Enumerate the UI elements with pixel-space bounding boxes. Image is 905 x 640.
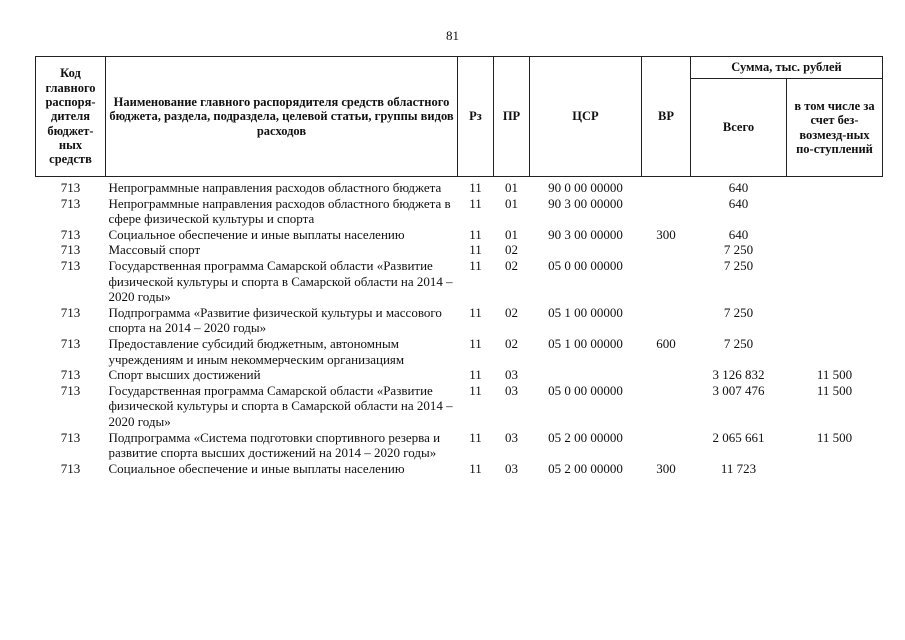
cell-csr bbox=[530, 242, 642, 258]
cell-vr bbox=[642, 383, 691, 430]
cell-free: 11 500 bbox=[816, 429, 853, 445]
cell-rz: 11 bbox=[469, 460, 482, 476]
cell-vr bbox=[642, 177, 691, 196]
cell-free bbox=[787, 461, 883, 477]
table-row bbox=[36, 367, 883, 383]
header-free: в том числе за счет без-возмезд-ных по-ступлений bbox=[787, 79, 883, 177]
cell-vr: 300 bbox=[656, 460, 676, 476]
cell-csr: 90 3 00 00000 bbox=[548, 195, 623, 211]
cell-total: 3 007 476 bbox=[712, 382, 765, 398]
header-name: Наименование главного распорядителя средств областного бюджета, раздела, подраздела, целевой статьи, группы видов расходов bbox=[106, 57, 458, 177]
cell-free bbox=[787, 242, 883, 258]
cell-rz: 11 bbox=[469, 257, 482, 273]
cell-csr: 05 1 00 00000 bbox=[548, 335, 623, 351]
cell-csr: 05 2 00 00000 bbox=[548, 429, 623, 445]
page-number: 81 bbox=[446, 28, 459, 43]
header-total: Всего bbox=[691, 79, 787, 177]
cell-name: Государственная программа Самарской области «Развитие физической культуры и спорта в Самарской области на 2014 – 2020 годы» bbox=[108, 382, 453, 429]
cell-csr: 90 3 00 00000 bbox=[548, 226, 623, 242]
cell-code: 713 bbox=[60, 429, 81, 445]
cell-name: Социальное обеспечение и иные выплаты населению bbox=[108, 226, 405, 242]
cell-name: Предоставление субсидий бюджетным, автономным учреждениям и иным некоммерческим организациям bbox=[108, 335, 405, 367]
budget-table bbox=[35, 56, 883, 476]
header-sum-group: Сумма, тыс. рублей bbox=[691, 57, 883, 79]
cell-name: Подпрограмма «Развитие физической культуры и массового спорта на 2014 – 2020 годы» bbox=[108, 304, 442, 336]
cell-free bbox=[787, 305, 883, 336]
cell-free: 11 500 bbox=[816, 367, 853, 383]
header-code: Код главного распоря-дителя бюджет-ных средств bbox=[36, 57, 106, 177]
table-row bbox=[36, 258, 883, 305]
cell-rz: 11 bbox=[469, 180, 482, 195]
cell-vr: 600 bbox=[656, 335, 676, 351]
cell-free bbox=[787, 258, 883, 305]
cell-rz: 11 bbox=[469, 226, 482, 242]
cell-pr: 01 bbox=[505, 195, 518, 211]
cell-pr: 03 bbox=[505, 460, 518, 476]
cell-vr: 300 bbox=[656, 226, 676, 242]
cell-total: 640 bbox=[728, 195, 749, 211]
table-row bbox=[36, 177, 883, 196]
cell-total: 2 065 661 bbox=[712, 429, 765, 445]
cell-free bbox=[787, 196, 883, 227]
cell-code: 713 bbox=[60, 195, 81, 211]
cell-name: Социальное обеспечение и иные выплаты населению bbox=[108, 460, 405, 476]
cell-code: 713 bbox=[60, 304, 81, 320]
table-row bbox=[36, 430, 883, 461]
cell-rz: 11 bbox=[469, 304, 482, 320]
table-header bbox=[36, 57, 883, 177]
cell-name: Государственная программа Самарской области «Развитие физической культуры и спорта в Самарской области на 2014 – 2020 годы» bbox=[108, 257, 453, 305]
cell-code: 713 bbox=[60, 382, 81, 398]
cell-csr: 05 2 00 00000 bbox=[548, 460, 623, 476]
cell-code: 713 bbox=[60, 226, 81, 242]
cell-rz: 11 bbox=[469, 367, 482, 383]
cell-free: 11 500 bbox=[816, 382, 853, 398]
cell-rz: 11 bbox=[469, 242, 482, 258]
cell-csr: 05 1 00 00000 bbox=[548, 304, 623, 320]
cell-code: 713 bbox=[60, 242, 81, 258]
cell-pr: 02 bbox=[505, 304, 518, 320]
cell-free bbox=[787, 177, 883, 196]
cell-rz: 11 bbox=[469, 195, 482, 211]
cell-rz: 11 bbox=[469, 429, 482, 445]
cell-code: 713 bbox=[60, 335, 81, 351]
cell-name: Подпрограмма «Система подготовки спортивного резерва и развитие спорта высших достижений на 2014 – 2020 годы» bbox=[108, 429, 441, 461]
cell-free bbox=[787, 227, 883, 243]
cell-pr: 03 bbox=[505, 367, 518, 383]
cell-csr: 05 0 00 00000 bbox=[548, 382, 623, 398]
cell-rz: 11 bbox=[469, 382, 482, 398]
cell-pr: 02 bbox=[505, 242, 518, 258]
cell-total: 640 bbox=[728, 226, 749, 242]
header-rz: Рз bbox=[458, 57, 494, 177]
cell-code: 713 bbox=[60, 460, 81, 476]
cell-csr bbox=[530, 367, 642, 383]
cell-vr bbox=[642, 196, 691, 227]
cell-vr bbox=[642, 367, 691, 383]
table-row bbox=[36, 461, 883, 477]
cell-code: 713 bbox=[60, 180, 81, 195]
table-row bbox=[36, 227, 883, 243]
cell-pr: 01 bbox=[505, 226, 518, 242]
header-csr: ЦСР bbox=[530, 57, 642, 177]
cell-total: 7 250 bbox=[723, 257, 754, 273]
table-body bbox=[36, 177, 883, 477]
cell-code: 713 bbox=[60, 257, 81, 273]
cell-vr bbox=[642, 242, 691, 258]
cell-rz: 11 bbox=[469, 335, 482, 351]
cell-total: 7 250 bbox=[723, 304, 754, 320]
cell-name: Массовый спорт bbox=[108, 242, 201, 258]
header-vr: ВР bbox=[642, 57, 691, 177]
table-row bbox=[36, 383, 883, 430]
cell-csr: 05 0 00 00000 bbox=[548, 257, 623, 273]
cell-code: 713 bbox=[60, 367, 81, 383]
cell-total: 7 250 bbox=[723, 335, 754, 351]
table-row bbox=[36, 305, 883, 336]
table-row bbox=[36, 242, 883, 258]
cell-total: 11 723 bbox=[720, 460, 757, 476]
cell-pr: 02 bbox=[505, 257, 518, 273]
cell-free bbox=[787, 336, 883, 367]
cell-pr: 03 bbox=[505, 382, 518, 398]
cell-name: Спорт высших достижений bbox=[108, 367, 261, 383]
cell-name: Непрограммные направления расходов областного бюджета bbox=[108, 180, 442, 195]
cell-total: 640 bbox=[728, 180, 749, 195]
cell-vr bbox=[642, 305, 691, 336]
cell-name: Непрограммные направления расходов областного бюджета в сфере физической культуры и спорта bbox=[108, 195, 451, 227]
cell-total: 7 250 bbox=[723, 242, 754, 258]
table-row bbox=[36, 196, 883, 227]
cell-pr: 01 bbox=[505, 180, 518, 195]
cell-vr bbox=[642, 430, 691, 461]
cell-pr: 03 bbox=[505, 429, 518, 445]
header-pr: ПР bbox=[494, 57, 530, 177]
cell-vr bbox=[642, 258, 691, 305]
cell-csr: 90 0 00 00000 bbox=[548, 180, 623, 195]
table-row bbox=[36, 336, 883, 367]
cell-total: 3 126 832 bbox=[712, 367, 765, 383]
cell-pr: 02 bbox=[505, 335, 518, 351]
